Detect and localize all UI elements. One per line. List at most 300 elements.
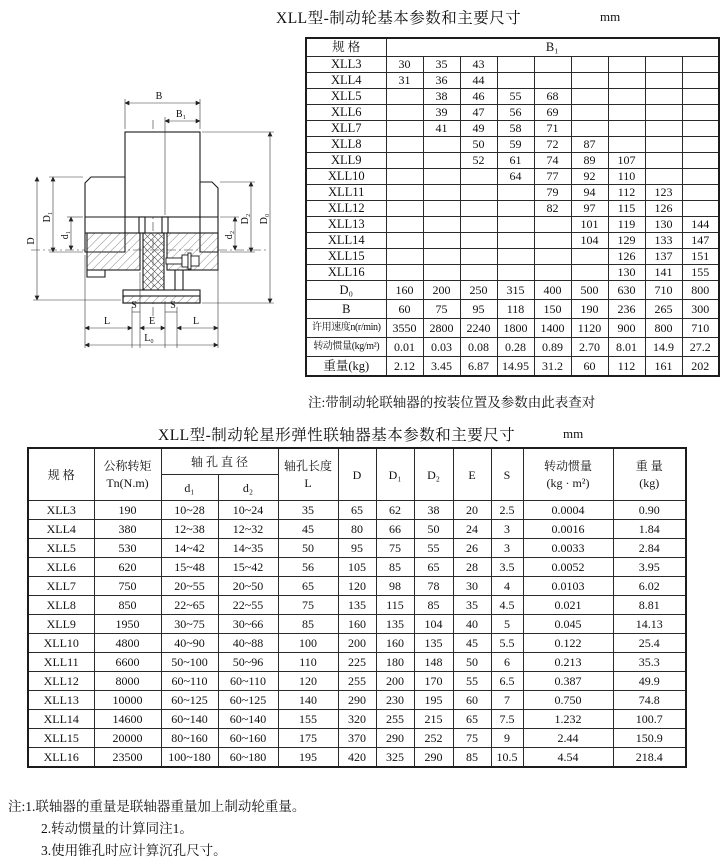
b1-value-cell: 130: [645, 217, 682, 233]
param-value-cell: 315: [497, 281, 534, 300]
dim-label-l0: L₀: [144, 333, 154, 344]
table2-value-cell: 80: [338, 520, 376, 539]
param-value-cell: 630: [608, 281, 645, 300]
b1-value-cell: 43: [460, 57, 497, 73]
table1-spec-row: [306, 233, 719, 249]
b1-value-cell: [534, 57, 571, 73]
b1-value-cell: [608, 57, 645, 73]
dim-label-d0: D₀: [259, 213, 270, 225]
param-value-cell: 60: [571, 357, 608, 377]
dim-label-s-right: S: [170, 300, 176, 311]
b1-value-cell: 35: [423, 57, 460, 73]
b1-value-cell: 59: [497, 137, 534, 153]
table2-value-cell: 10~28: [161, 501, 218, 520]
table2-value-cell: 60~110: [218, 672, 278, 691]
b1-value-cell: [386, 217, 423, 233]
table2-value-cell: 115: [376, 596, 414, 615]
b1-value-cell: [571, 105, 608, 121]
table2-value-cell: 60: [453, 691, 491, 710]
b1-value-cell: [608, 105, 645, 121]
spec-label: XLL13: [306, 217, 386, 233]
inertia-header-line1: 转动惯量: [544, 458, 593, 473]
b1-value-cell: 101: [571, 217, 608, 233]
b1-value-cell: [460, 169, 497, 185]
table2-value-cell: 160: [338, 615, 376, 634]
coupling-table: [27, 447, 687, 768]
table2-value-cell: 10000: [94, 691, 161, 710]
b1-value-cell: 31: [386, 73, 423, 89]
table2-value-cell: 150.9: [613, 729, 686, 748]
b1-value-cell: 82: [534, 201, 571, 217]
table2-value-cell: 4.54: [523, 748, 613, 768]
table2-value-cell: 0.90: [613, 501, 686, 520]
param-value-cell: 710: [645, 281, 682, 300]
b1-value-cell: [682, 153, 719, 169]
table1-body: [306, 57, 719, 377]
spec-label: XLL12: [306, 201, 386, 217]
b1-value-cell: [423, 217, 460, 233]
spec-label: XLL9: [306, 153, 386, 169]
table1-param-row: [306, 281, 719, 300]
table2-value-cell: 255: [376, 710, 414, 729]
table2-value-cell: 75: [376, 539, 414, 558]
table2-value-cell: 3.95: [613, 558, 686, 577]
spec-label: XLL16: [28, 748, 94, 768]
table2-value-cell: 3: [491, 520, 523, 539]
table2-value-cell: 7.5: [491, 710, 523, 729]
table2-value-cell: 40~90: [161, 634, 218, 653]
table2-value-cell: 620: [94, 558, 161, 577]
param-value-cell: 300: [682, 300, 719, 319]
b1-value-cell: [460, 265, 497, 281]
b1-value-cell: [571, 121, 608, 137]
table2-d1-bore-header: d₁: [161, 475, 218, 501]
b1-value-cell: [645, 89, 682, 105]
table2-data-row: [28, 729, 686, 748]
b1-value-cell: [682, 73, 719, 89]
b1-value-cell: [534, 73, 571, 89]
b1-value-cell: [386, 233, 423, 249]
table1-spec-row: [306, 137, 719, 153]
torque-header-line2: Tn(N.m): [106, 475, 149, 490]
table2-data-row: [28, 520, 686, 539]
param-value-cell: 8.01: [608, 338, 645, 357]
table2-value-cell: 8.81: [613, 596, 686, 615]
table2-value-cell: 22~55: [218, 596, 278, 615]
table2-value-cell: 1.84: [613, 520, 686, 539]
table2-value-cell: 60~110: [161, 672, 218, 691]
table2-value-cell: 22~65: [161, 596, 218, 615]
table2-torque-header: [94, 448, 161, 501]
table2-value-cell: 255: [338, 672, 376, 691]
table2-value-cell: 50: [414, 520, 453, 539]
param-value-cell: 2.12: [386, 357, 423, 377]
b1-value-cell: [386, 105, 423, 121]
table2-value-cell: 2.44: [523, 729, 613, 748]
b1-value-cell: 126: [645, 201, 682, 217]
b1-value-cell: 79: [534, 185, 571, 201]
b1-value-cell: [608, 73, 645, 89]
table2-value-cell: 60~125: [161, 691, 218, 710]
param-value-cell: 1120: [571, 319, 608, 338]
table2-value-cell: 40: [453, 615, 491, 634]
spec-label: XLL3: [306, 57, 386, 73]
b1-value-cell: 58: [497, 121, 534, 137]
table2-value-cell: 35.3: [613, 653, 686, 672]
b1-value-cell: [497, 73, 534, 89]
table1-spec-row: [306, 89, 719, 105]
param-value-cell: 200: [423, 281, 460, 300]
b1-value-cell: [497, 233, 534, 249]
table1-header-row: [306, 38, 719, 57]
b1-value-cell: [571, 89, 608, 105]
table2-value-cell: 4800: [94, 634, 161, 653]
footnote-2: 2.转动惯量的计算同注1。: [41, 821, 193, 836]
b1-value-cell: 50: [460, 137, 497, 153]
footnote-3: 3.使用锥孔时应计算沉孔尺寸。: [41, 843, 227, 858]
spec-label: XLL3: [28, 501, 94, 520]
table2-data-row: [28, 634, 686, 653]
dim-label-d2-cap: D₂: [240, 213, 251, 225]
b1-value-cell: 130: [608, 265, 645, 281]
table2-value-cell: 252: [414, 729, 453, 748]
b1-value-cell: 151: [682, 249, 719, 265]
b1-value-cell: [460, 185, 497, 201]
table2-title: XLL型-制动轮星形弹性联轴器基本参数和主要尺寸: [158, 427, 516, 444]
b1-value-cell: 147: [682, 233, 719, 249]
table2-value-cell: 14.13: [613, 615, 686, 634]
table1-b1-header: B₁: [386, 38, 719, 57]
table2-value-cell: 26: [453, 539, 491, 558]
table1-spec-row: [306, 169, 719, 185]
b1-value-cell: 94: [571, 185, 608, 201]
table2-inertia-header: [523, 448, 613, 501]
table2-value-cell: 98: [376, 577, 414, 596]
b1-value-cell: [682, 137, 719, 153]
table2-value-cell: 23500: [94, 748, 161, 768]
b1-value-cell: 77: [534, 169, 571, 185]
table2-value-cell: 50~96: [218, 653, 278, 672]
table2-value-cell: 66: [376, 520, 414, 539]
table2-value-cell: 6.02: [613, 577, 686, 596]
table1-param-row: [306, 300, 719, 319]
table2-value-cell: 30~66: [218, 615, 278, 634]
b1-value-cell: [423, 137, 460, 153]
table2-value-cell: 325: [376, 748, 414, 768]
param-value-cell: 14.95: [497, 357, 534, 377]
param-value-cell: 0.28: [497, 338, 534, 357]
dim-label-e: E: [148, 316, 156, 327]
table2-data-row: [28, 691, 686, 710]
b1-value-cell: 36: [423, 73, 460, 89]
table2-value-cell: 30: [453, 577, 491, 596]
table2-value-cell: 28: [453, 558, 491, 577]
table2-weight-header: [613, 448, 686, 501]
param-value-cell: 161: [645, 357, 682, 377]
table2-value-cell: 190: [94, 501, 161, 520]
table1-spec-row: [306, 265, 719, 281]
table2-value-cell: 10~24: [218, 501, 278, 520]
dim-label-d1-cap: D₁: [42, 211, 53, 223]
table1-spec-row: [306, 73, 719, 89]
b1-value-cell: [460, 233, 497, 249]
b1-value-cell: [423, 249, 460, 265]
param-value-cell: 202: [682, 357, 719, 377]
dim-label-s-left: S: [131, 300, 137, 311]
dim-label-d1: d₁: [60, 230, 71, 240]
param-value-cell: 250: [460, 281, 497, 300]
b1-value-cell: [682, 185, 719, 201]
table2-data-row: [28, 558, 686, 577]
param-label: D₀: [306, 281, 386, 300]
b1-value-cell: 107: [608, 153, 645, 169]
table2-value-cell: 20~55: [161, 577, 218, 596]
table2-value-cell: 100.7: [613, 710, 686, 729]
table1-spec-row: [306, 249, 719, 265]
b1-value-cell: 69: [534, 105, 571, 121]
drawing-parts: [85, 132, 218, 303]
table1-note: 注:带制动轮联轴器的按装位置及参数由此表查对: [308, 395, 596, 410]
spec-label: XLL6: [306, 105, 386, 121]
inertia-header-line2: (kg · m²): [546, 475, 590, 490]
b1-value-cell: [497, 217, 534, 233]
b1-value-cell: [608, 137, 645, 153]
spec-label: XLL12: [28, 672, 94, 691]
b1-value-cell: [386, 265, 423, 281]
b1-value-cell: [534, 217, 571, 233]
param-value-cell: 900: [608, 319, 645, 338]
table1-title: XLL型-制动轮基本参数和主要尺寸: [276, 10, 522, 27]
dim-label-b: B: [155, 91, 163, 102]
spec-label: XLL13: [28, 691, 94, 710]
dim-label-l-right: L: [192, 316, 200, 327]
table2-bore-length-header: [278, 448, 338, 501]
b1-value-cell: 49: [460, 121, 497, 137]
table2-value-cell: 0.0016: [523, 520, 613, 539]
table2-value-cell: 290: [338, 691, 376, 710]
table2-value-cell: 320: [338, 710, 376, 729]
footnotes: [8, 796, 305, 862]
b1-value-cell: 72: [534, 137, 571, 153]
table2-value-cell: 100~180: [161, 748, 218, 768]
table1-spec-row: [306, 153, 719, 169]
param-value-cell: 150: [534, 300, 571, 319]
spec-label: XLL8: [28, 596, 94, 615]
b1-value-cell: [460, 217, 497, 233]
brake-rim-shape: [125, 132, 200, 217]
b1-value-cell: 123: [645, 185, 682, 201]
table2-value-cell: 420: [338, 748, 376, 768]
table2-value-cell: 200: [376, 672, 414, 691]
b1-value-cell: [534, 265, 571, 281]
table2-value-cell: 60~180: [218, 748, 278, 768]
b1-value-cell: 115: [608, 201, 645, 217]
table2-value-cell: 45: [453, 634, 491, 653]
spec-label: XLL14: [306, 233, 386, 249]
param-value-cell: 27.2: [682, 338, 719, 357]
b1-value-cell: 39: [423, 105, 460, 121]
table2-value-cell: 6.5: [491, 672, 523, 691]
table2-value-cell: 10.5: [491, 748, 523, 768]
b1-value-cell: [386, 201, 423, 217]
b1-value-cell: [423, 233, 460, 249]
table2-header-row1: [28, 448, 686, 475]
table2-value-cell: 49.9: [613, 672, 686, 691]
table2-value-cell: 85: [453, 748, 491, 768]
param-value-cell: 400: [534, 281, 571, 300]
table2-value-cell: 195: [414, 691, 453, 710]
table2-value-cell: 200: [338, 634, 376, 653]
b1-value-cell: 126: [608, 249, 645, 265]
b1-value-cell: [645, 121, 682, 137]
table1-spec-row: [306, 217, 719, 233]
b1-value-cell: [534, 233, 571, 249]
param-label: 重量(kg): [306, 357, 386, 377]
table2-value-cell: 65: [278, 577, 338, 596]
b1-value-cell: 133: [645, 233, 682, 249]
table2-value-cell: 110: [278, 653, 338, 672]
param-value-cell: 2800: [423, 319, 460, 338]
table2-value-cell: 225: [338, 653, 376, 672]
b1-value-cell: [645, 137, 682, 153]
table2-value-cell: 170: [414, 672, 453, 691]
table2-value-cell: 0.045: [523, 615, 613, 634]
table2-value-cell: 50~100: [161, 653, 218, 672]
b1-value-cell: [571, 265, 608, 281]
spec-label: XLL4: [306, 73, 386, 89]
b1-value-cell: 56: [497, 105, 534, 121]
param-value-cell: 60: [386, 300, 423, 319]
table2-value-cell: 175: [278, 729, 338, 748]
table2-value-cell: 180: [376, 653, 414, 672]
param-value-cell: 0.89: [534, 338, 571, 357]
table2-value-cell: 120: [278, 672, 338, 691]
b1-value-cell: 137: [645, 249, 682, 265]
table2-d2-header: D₂: [414, 448, 453, 501]
b1-value-cell: 47: [460, 105, 497, 121]
b1-value-cell: [645, 73, 682, 89]
b1-value-cell: 71: [534, 121, 571, 137]
b1-value-cell: [645, 105, 682, 121]
table2-e-header: E: [453, 448, 491, 501]
table2-value-cell: 38: [414, 501, 453, 520]
table2-value-cell: 60~140: [218, 710, 278, 729]
table2-value-cell: 55: [414, 539, 453, 558]
b1-value-cell: [386, 89, 423, 105]
table2-value-cell: 750: [94, 577, 161, 596]
elastic-spider-section: [143, 233, 164, 298]
spec-label: XLL6: [28, 558, 94, 577]
b1-value-cell: 129: [608, 233, 645, 249]
table2-value-cell: 20000: [94, 729, 161, 748]
table2-value-cell: 380: [94, 520, 161, 539]
param-value-cell: 1400: [534, 319, 571, 338]
b1-value-cell: 155: [682, 265, 719, 281]
table2-data-row: [28, 653, 686, 672]
table2-value-cell: 370: [338, 729, 376, 748]
param-value-cell: 2240: [460, 319, 497, 338]
table2-value-cell: 14~42: [161, 539, 218, 558]
table2-value-cell: 9: [491, 729, 523, 748]
b1-value-cell: [682, 169, 719, 185]
table2-value-cell: 85: [278, 615, 338, 634]
table1-spec-row: [306, 57, 719, 73]
b1-value-cell: [682, 105, 719, 121]
param-label: 许用速度n(r/min): [306, 319, 386, 338]
spec-label: XLL11: [306, 185, 386, 201]
param-label: 转动惯量(kg/m²): [306, 338, 386, 357]
param-value-cell: 31.2: [534, 357, 571, 377]
spec-label: XLL7: [28, 577, 94, 596]
param-value-cell: 2.70: [571, 338, 608, 357]
table2-value-cell: 62: [376, 501, 414, 520]
dim-label-b1: B₁: [175, 109, 187, 120]
table2-value-cell: 5.5: [491, 634, 523, 653]
table2-value-cell: 14~35: [218, 539, 278, 558]
table2-unit-label: mm: [563, 426, 584, 441]
table2-value-cell: 40~88: [218, 634, 278, 653]
b1-value-cell: 92: [571, 169, 608, 185]
footnote-1: 注:1.联轴器的重量是联轴器重量加上制动轮重量。: [8, 799, 306, 814]
table2-value-cell: 15~42: [218, 558, 278, 577]
table2-value-cell: 50: [278, 539, 338, 558]
table2-value-cell: 0.021: [523, 596, 613, 615]
dim-label-d2: d₂: [224, 230, 235, 240]
b1-value-cell: [497, 249, 534, 265]
spec-label: XLL4: [28, 520, 94, 539]
param-value-cell: 190: [571, 300, 608, 319]
b1-value-cell: [460, 249, 497, 265]
table1-spec-row: [306, 185, 719, 201]
table2-value-cell: 60~160: [218, 729, 278, 748]
table1-param-row: [306, 357, 719, 377]
b1-value-cell: 52: [460, 153, 497, 169]
b1-value-cell: [645, 153, 682, 169]
table1-spec-row: [306, 121, 719, 137]
table2-value-cell: 530: [94, 539, 161, 558]
spec-label: XLL5: [28, 539, 94, 558]
spec-label: XLL14: [28, 710, 94, 729]
param-value-cell: 14.9: [645, 338, 682, 357]
b1-value-cell: [608, 121, 645, 137]
table2-bore-dia-header: 轴 孔 直 径: [161, 448, 278, 475]
table2-value-cell: 0.750: [523, 691, 613, 710]
table2-value-cell: 135: [338, 596, 376, 615]
b1-value-cell: 144: [682, 217, 719, 233]
b1-value-cell: 41: [423, 121, 460, 137]
b1-value-cell: 112: [608, 185, 645, 201]
table2-value-cell: 5: [491, 615, 523, 634]
param-value-cell: 3.45: [423, 357, 460, 377]
table2-value-cell: 2.5: [491, 501, 523, 520]
torque-header-line1: 公称转矩: [103, 458, 152, 473]
param-label: B: [306, 300, 386, 319]
param-value-cell: 3550: [386, 319, 423, 338]
table2-data-row: [28, 539, 686, 558]
table2-d-header: D: [338, 448, 376, 501]
table2-value-cell: 0.122: [523, 634, 613, 653]
table2-value-cell: 95: [338, 539, 376, 558]
table2-value-cell: 0.387: [523, 672, 613, 691]
table2-value-cell: 290: [376, 729, 414, 748]
b1-value-cell: 64: [497, 169, 534, 185]
param-value-cell: 800: [682, 281, 719, 300]
b1-value-cell: [423, 169, 460, 185]
b1-value-cell: [423, 185, 460, 201]
table2-value-cell: 12~38: [161, 520, 218, 539]
table1-spec-row: [306, 105, 719, 121]
b1-value-cell: [386, 249, 423, 265]
